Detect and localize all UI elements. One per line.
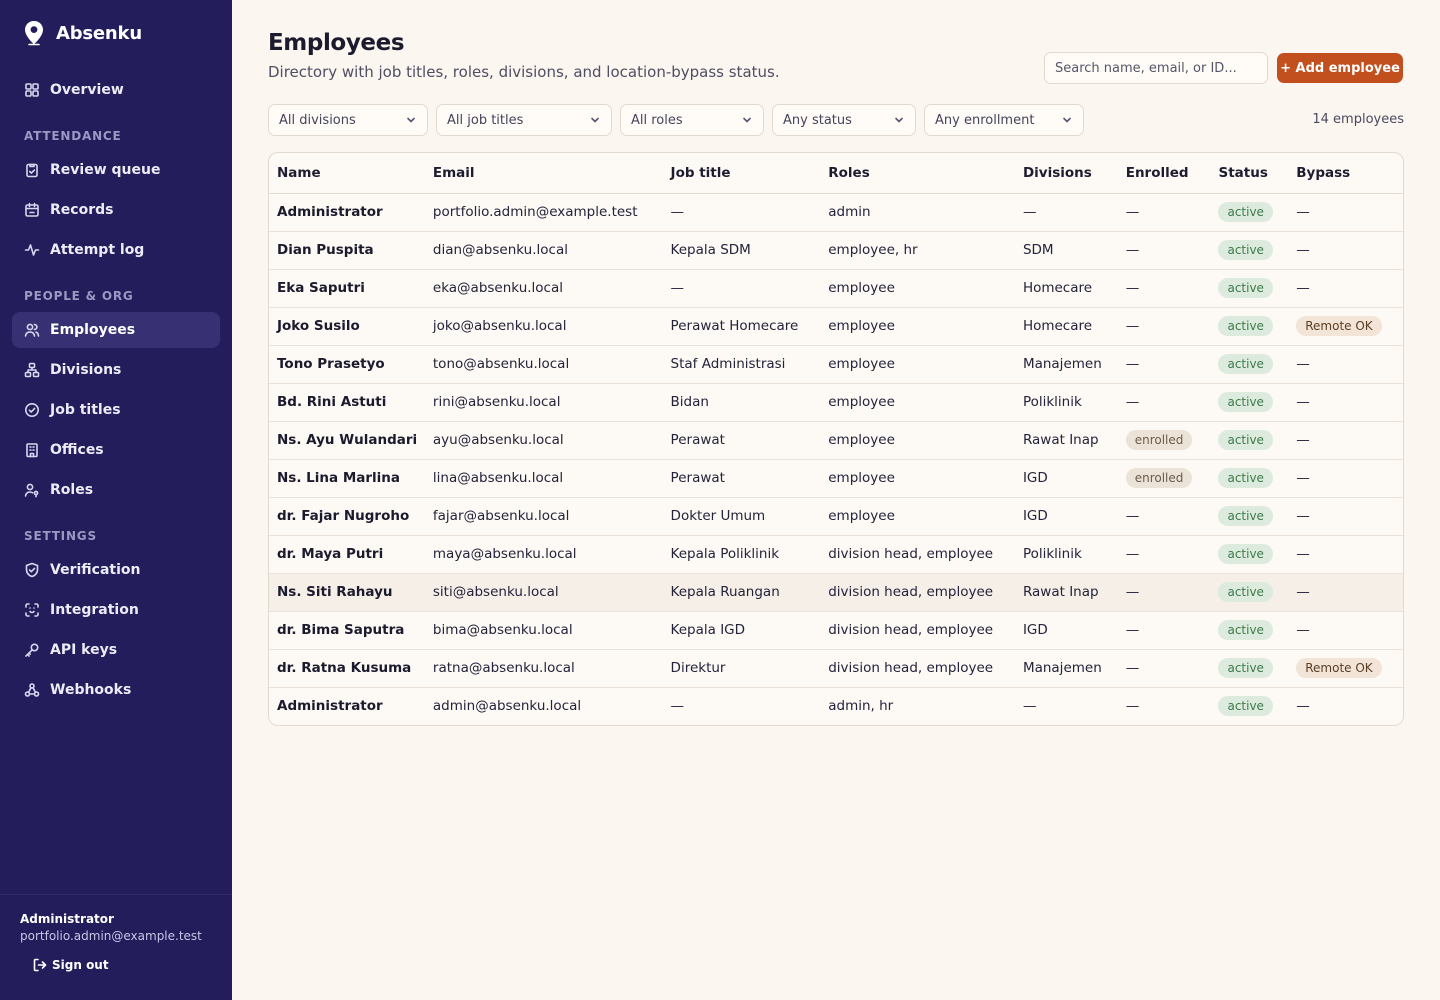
chevron-down-icon: [405, 114, 417, 126]
cell-name: Tono Prasetyo: [269, 345, 425, 383]
employee-count: 14 employees: [1312, 112, 1404, 127]
cell-roles: employee: [820, 269, 1015, 307]
sidebar-item-verification[interactable]: [12, 552, 220, 588]
division-filter-select[interactable]: [268, 104, 428, 136]
sidebar-item-label: Verification: [50, 562, 141, 578]
cell-bypass: —: [1288, 535, 1403, 573]
cell-divisions: Manajemen: [1015, 345, 1118, 383]
scan-face-icon: [24, 602, 40, 618]
status-filter-select[interactable]: [772, 104, 916, 136]
cell-bypass: —: [1288, 611, 1403, 649]
cell-roles: employee, hr: [820, 231, 1015, 269]
cell-status: [1210, 687, 1288, 725]
job-title-filter-value: All job titles: [447, 112, 524, 128]
sidebar-item-records[interactable]: [12, 192, 220, 228]
cell-email: fajar@absenku.local: [425, 497, 663, 535]
cell-job-title: —: [663, 269, 821, 307]
table-row[interactable]: [269, 497, 1403, 535]
status-badge: active: [1218, 316, 1272, 336]
cell-divisions: —: [1022, 698, 1037, 715]
current-user-email: portfolio.admin@example.test: [20, 929, 202, 943]
sidebar-item-roles[interactable]: [12, 472, 220, 508]
cell-status: [1210, 269, 1288, 307]
column-header-email[interactable]: Email: [425, 153, 663, 193]
sidebar-item-review-queue[interactable]: [12, 152, 220, 188]
cell-roles: employee: [820, 345, 1015, 383]
cell-job-title: Kepala SDM: [663, 231, 821, 269]
table-row[interactable]: [269, 535, 1403, 573]
table-row[interactable]: [269, 345, 1403, 383]
cell-bypass: —: [1288, 383, 1403, 421]
role-filter-value: All roles: [631, 112, 683, 128]
building-icon: [24, 442, 40, 458]
chevron-down-icon: [1061, 114, 1073, 126]
cell-roles: employee: [820, 459, 1015, 497]
page-subtitle: Directory with job titles, roles, divisions, and location-bypass status.: [268, 63, 780, 81]
sidebar-item-api-keys[interactable]: [12, 632, 220, 668]
cell-enrolled: —: [1118, 573, 1211, 611]
sign-out-label: Sign out: [52, 958, 109, 972]
table-row[interactable]: [269, 231, 1403, 269]
status-badge: active: [1218, 468, 1272, 488]
check-circle-icon: [24, 402, 40, 418]
sidebar-item-label: Overview: [50, 82, 124, 98]
status-badge: active: [1218, 430, 1272, 450]
status-badge: active: [1218, 278, 1272, 298]
cell-divisions: IGD: [1015, 611, 1118, 649]
cell-divisions: Manajemen: [1015, 649, 1118, 687]
cell-enrolled: —: [1118, 383, 1211, 421]
cell-name: Bd. Rini Astuti: [269, 383, 425, 421]
sidebar-item-label: Webhooks: [50, 682, 132, 698]
cell-divisions: —: [1015, 193, 1118, 231]
cell-email: portfolio.admin@example.test: [425, 193, 663, 231]
cell-bypass: —: [1288, 345, 1403, 383]
cell-status: [1210, 231, 1288, 269]
cell-bypass: —: [1296, 698, 1310, 715]
cell-job-title: Dokter Umum: [663, 497, 821, 535]
cell-name: dr. Ratna Kusuma: [269, 649, 425, 687]
cell-bypass: —: [1288, 193, 1403, 231]
sidebar-item-attempt-log[interactable]: [12, 232, 220, 268]
sidebar-item-webhooks[interactable]: [12, 672, 220, 708]
search-input[interactable]: [1044, 52, 1268, 84]
cell-name: Ns. Lina Marlina: [269, 459, 425, 497]
job-title-filter-select[interactable]: [436, 104, 612, 136]
calendar-icon: [24, 202, 40, 218]
cell-status: [1210, 535, 1288, 573]
cell-name: dr. Bima Saputra: [269, 611, 425, 649]
status-filter-value: Any status: [783, 112, 852, 128]
cell-roles: admin, hr: [828, 698, 894, 715]
cell-job-title: —: [663, 193, 821, 231]
cell-roles: employee: [820, 497, 1015, 535]
cell-name: Administrator: [269, 193, 425, 231]
cell-enrolled: —: [1118, 497, 1211, 535]
cell-email: joko@absenku.local: [425, 307, 663, 345]
cell-roles: employee: [820, 307, 1015, 345]
cell-status: [1210, 345, 1288, 383]
sidebar-item-label: Divisions: [50, 362, 122, 378]
bypass-badge: Remote OK: [1296, 316, 1381, 336]
cell-job-title: —: [670, 698, 685, 715]
cell-email: admin@absenku.local: [432, 698, 582, 715]
cell-enrolled: —: [1118, 307, 1211, 345]
division-filter-value: All divisions: [279, 112, 356, 128]
status-badge: active: [1218, 354, 1272, 374]
cell-enrolled: —: [1118, 269, 1211, 307]
cell-email: eka@absenku.local: [425, 269, 663, 307]
sidebar-item-label: Attempt log: [50, 242, 145, 258]
cell-divisions: Rawat Inap: [1015, 573, 1118, 611]
column-header-job-title[interactable]: Job title: [663, 153, 821, 193]
cell-job-title: Perawat Homecare: [663, 307, 821, 345]
cell-bypass: —: [1288, 421, 1403, 459]
cell-enrolled: —: [1118, 193, 1211, 231]
sidebar-divider: [0, 894, 232, 895]
cell-bypass: —: [1288, 497, 1403, 535]
cell-job-title: Perawat: [663, 421, 821, 459]
sign-out-icon: [32, 957, 48, 973]
cell-email: tono@absenku.local: [425, 345, 663, 383]
key-icon: [24, 642, 40, 658]
bypass-badge: Remote OK: [1296, 658, 1381, 678]
status-badge: active: [1218, 506, 1272, 526]
cell-roles: employee: [820, 421, 1015, 459]
shield-check-icon: [24, 562, 40, 578]
section-people-org: PEOPLE & ORG: [24, 289, 134, 303]
cell-name: dr. Maya Putri: [269, 535, 425, 573]
cell-divisions: Poliklinik: [1015, 535, 1118, 573]
cell-divisions: IGD: [1015, 459, 1118, 497]
cell-name: Ns. Ayu Wulandari: [269, 421, 425, 459]
status-badge: active: [1218, 658, 1272, 678]
cell-job-title: Kepala Ruangan: [663, 573, 821, 611]
enrollment-filter-value: Any enrollment: [935, 112, 1035, 128]
column-header-roles[interactable]: Roles: [820, 153, 1015, 193]
status-badge: active: [1218, 202, 1272, 222]
enrolled-badge: enrolled: [1126, 430, 1193, 450]
activity-icon: [24, 242, 40, 258]
cell-enrolled: —: [1118, 345, 1211, 383]
cell-job-title: Staf Administrasi: [663, 345, 821, 383]
cell-enrolled: —: [1118, 231, 1211, 269]
cell-bypass: —: [1288, 573, 1403, 611]
cell-email: bima@absenku.local: [425, 611, 663, 649]
table-row[interactable]: [269, 573, 1403, 611]
table-row[interactable]: [269, 611, 1403, 649]
cell-name: Dian Puspita: [269, 231, 425, 269]
cell-status: [1210, 307, 1288, 345]
cell-status: [1210, 459, 1288, 497]
cell-status: [1210, 573, 1288, 611]
cell-job-title: Bidan: [663, 383, 821, 421]
cell-bypass: [1288, 649, 1403, 687]
cell-divisions: Homecare: [1015, 307, 1118, 345]
cell-bypass: —: [1288, 269, 1403, 307]
cell-email: dian@absenku.local: [425, 231, 663, 269]
cell-status: [1210, 611, 1288, 649]
sign-out-button[interactable]: [32, 957, 109, 973]
cell-bypass: —: [1288, 459, 1403, 497]
column-header-enrolled[interactable]: Enrolled: [1118, 153, 1211, 193]
status-badge: active: [1218, 582, 1272, 602]
cell-status: [1210, 193, 1288, 231]
table-row[interactable]: [269, 421, 1403, 459]
chevron-down-icon: [589, 114, 601, 126]
webhook-icon: [24, 682, 40, 698]
table-row[interactable]: [269, 269, 1403, 307]
cell-job-title: Perawat: [663, 459, 821, 497]
cell-roles: division head, employee: [820, 649, 1015, 687]
status-badge: active: [1218, 392, 1272, 412]
cell-enrolled: —: [1118, 535, 1211, 573]
enrollment-filter-select[interactable]: [924, 104, 1084, 136]
table-row[interactable]: [269, 193, 1403, 231]
sidebar-item-overview[interactable]: [12, 72, 220, 108]
grid-icon: [24, 82, 40, 98]
org-chart-icon: [24, 362, 40, 378]
cell-enrolled: —: [1118, 649, 1211, 687]
cell-divisions: Homecare: [1015, 269, 1118, 307]
cell-enrolled: [1118, 459, 1211, 497]
cell-email: rini@absenku.local: [425, 383, 663, 421]
section-settings: SETTINGS: [24, 529, 97, 543]
section-attendance: ATTENDANCE: [24, 129, 122, 143]
cell-enrolled: —: [1118, 611, 1211, 649]
sidebar-item-offices[interactable]: [12, 432, 220, 468]
cell-name: Eka Saputri: [269, 269, 425, 307]
chevron-down-icon: [893, 114, 905, 126]
status-badge: active: [1218, 696, 1272, 716]
cell-status: [1210, 649, 1288, 687]
cell-name: dr. Fajar Nugroho: [269, 497, 425, 535]
role-filter-select[interactable]: [620, 104, 764, 136]
current-user-name: Administrator: [20, 912, 114, 926]
cell-roles: admin: [820, 193, 1015, 231]
enrolled-badge: enrolled: [1126, 468, 1193, 488]
sidebar-item-label: Offices: [50, 442, 104, 458]
status-badge: active: [1218, 544, 1272, 564]
page-title: Employees: [268, 30, 405, 56]
cell-bypass: [1288, 307, 1403, 345]
user-key-icon: [24, 482, 40, 498]
cell-name: Administrator: [277, 698, 383, 715]
cell-divisions: Poliklinik: [1015, 383, 1118, 421]
cell-divisions: IGD: [1015, 497, 1118, 535]
cell-status: [1210, 383, 1288, 421]
status-badge: active: [1218, 240, 1272, 260]
cell-enrolled: [1118, 421, 1211, 459]
cell-roles: division head, employee: [820, 535, 1015, 573]
table-row[interactable]: [269, 383, 1403, 421]
column-header-divisions[interactable]: Divisions: [1015, 153, 1118, 193]
cell-bypass: —: [1288, 231, 1403, 269]
sidebar-item-label: Employees: [50, 322, 136, 338]
chevron-down-icon: [741, 114, 753, 126]
column-header-status[interactable]: Status: [1210, 153, 1288, 193]
sidebar-item-divisions[interactable]: [12, 352, 220, 388]
sidebar-item-label: Integration: [50, 602, 139, 618]
cell-email: lina@absenku.local: [425, 459, 663, 497]
location-pin-logo-icon: [22, 20, 46, 46]
cell-roles: division head, employee: [820, 611, 1015, 649]
cell-divisions: SDM: [1015, 231, 1118, 269]
cell-name: Joko Susilo: [269, 307, 425, 345]
table-row[interactable]: [269, 687, 1403, 725]
brand-name: Absenku: [56, 22, 142, 44]
sidebar-item-label: Records: [50, 202, 114, 218]
cell-job-title: Kepala IGD: [663, 611, 821, 649]
table-header-row: [269, 153, 1403, 193]
cell-divisions: Rawat Inap: [1015, 421, 1118, 459]
users-icon: [24, 322, 40, 338]
table-row[interactable]: [269, 307, 1403, 345]
cell-email: maya@absenku.local: [425, 535, 663, 573]
sidebar-item-label: Roles: [50, 482, 94, 498]
cell-status: [1210, 421, 1288, 459]
sidebar-item-label: API keys: [50, 642, 118, 658]
cell-enrolled: —: [1125, 698, 1140, 715]
brand[interactable]: [22, 20, 142, 46]
cell-email: ratna@absenku.local: [425, 649, 663, 687]
cell-job-title: Direktur: [663, 649, 821, 687]
sidebar-item-employees[interactable]: [12, 312, 220, 348]
sidebar: [0, 0, 232, 1000]
table-row[interactable]: [269, 459, 1403, 497]
clipboard-check-icon: [24, 162, 40, 178]
sidebar-item-label: Job titles: [50, 402, 121, 418]
cell-email: ayu@absenku.local: [425, 421, 663, 459]
cell-roles: division head, employee: [820, 573, 1015, 611]
cell-email: siti@absenku.local: [425, 573, 663, 611]
column-header-name[interactable]: Name: [269, 153, 425, 193]
column-header-bypass[interactable]: Bypass: [1288, 153, 1403, 193]
table-row[interactable]: [269, 649, 1403, 687]
status-badge: active: [1218, 620, 1272, 640]
cell-job-title: Kepala Poliklinik: [663, 535, 821, 573]
sidebar-item-job-titles[interactable]: [12, 392, 220, 428]
sidebar-item-label: Review queue: [50, 162, 161, 178]
cell-roles: employee: [820, 383, 1015, 421]
cell-status: [1210, 497, 1288, 535]
sidebar-item-integration[interactable]: [12, 592, 220, 628]
cell-name: Ns. Siti Rahayu: [269, 573, 425, 611]
add-employee-button[interactable]: + Add employee: [1277, 53, 1403, 83]
employees-table: [268, 152, 1404, 726]
